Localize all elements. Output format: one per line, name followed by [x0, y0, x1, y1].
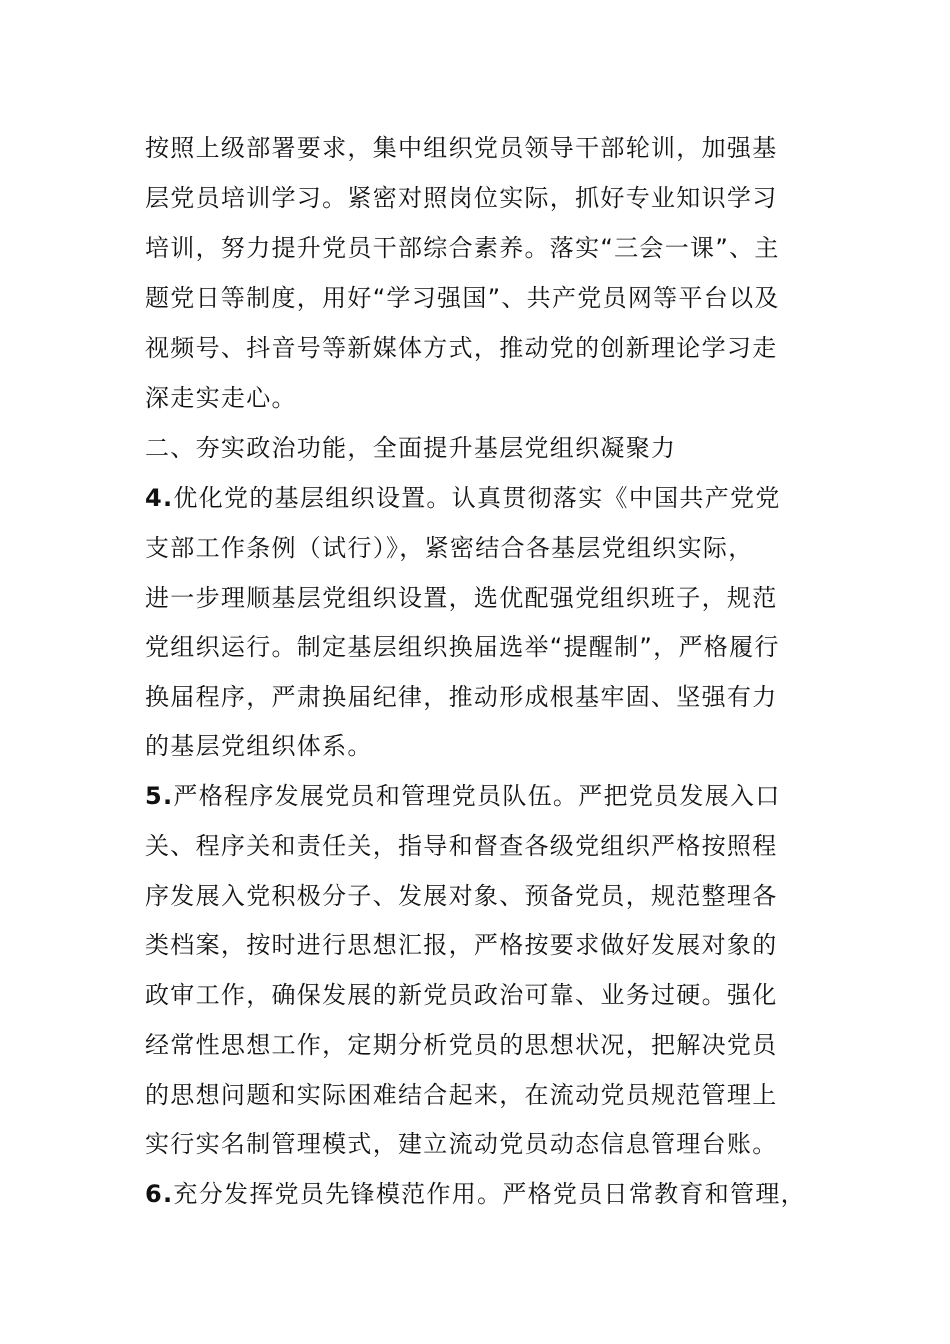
- body-text-line: 政审工作，确保发展的新党员政治可靠、业务过硬。强化: [145, 981, 778, 1009]
- body-text-line: 视频号、抖音号等新媒体方式，推动党的创新理论学习走: [145, 334, 778, 362]
- body-text-line: 深走实走心。: [145, 384, 297, 412]
- body-text-line: 换届程序，严肃换届纪律，推动形成根基牢固、坚强有力: [145, 683, 778, 711]
- body-text-line: 进一步理顺基层党组织设置，选优配强党组织班子，规范: [145, 584, 778, 612]
- body-text-line: 层党员培训学习。紧密对照岗位实际，抓好专业知识学习: [145, 184, 778, 212]
- body-text-line: 党组织运行。制定基层组织换届选举“提醒制”，严格履行: [145, 633, 780, 661]
- item-number: 4.: [145, 484, 174, 512]
- body-text-line: 的基层党组织体系。: [145, 732, 373, 760]
- body-text-line: 支部工作条例（试行）》，紧密结合各基层党组织实际，: [145, 534, 754, 562]
- item-5-first-line: 5.严格程序发展党员和管理党员队伍。严把党员发展入口: [145, 782, 781, 810]
- item-number: 6.: [145, 1180, 174, 1208]
- body-text-line: 按照上级部署要求，集中组织党员领导干部轮训，加强基: [145, 134, 778, 162]
- body-text-line: 类档案，按时进行思想汇报，严格按要求做好发展对象的: [145, 931, 778, 959]
- body-text-line: 序发展入党积极分子、发展对象、预备党员，规范整理各: [145, 882, 778, 910]
- body-text-line: 培训，努力提升党员干部综合素养。落实“三会一课”、主: [145, 234, 780, 262]
- body-text-line: 实行实名制管理模式，建立流动党员动态信息管理台账。: [145, 1130, 778, 1158]
- body-text-line: 关、程序关和责任关，指导和督查各级党组织严格按照程: [145, 832, 778, 860]
- item-4-first-line: 4.优化党的基层组织设置。认真贯彻落实《中国共产党党: [145, 484, 781, 512]
- body-text-line: 题党日等制度，用好“学习强国”、共产党员网等平台以及: [145, 284, 780, 312]
- body-text-line: 的思想问题和实际困难结合起来，在流动党员规范管理上: [145, 1081, 778, 1109]
- item-number: 5.: [145, 782, 174, 810]
- section-heading: 二、夯实政治功能，全面提升基层党组织凝聚力: [145, 434, 677, 462]
- item-6-first-line: 6.充分发挥党员先锋模范作用。严格党员日常教育和管理，: [145, 1180, 806, 1208]
- body-text-line: 经常性思想工作，定期分析党员的思想状况，把解决党员: [145, 1031, 778, 1059]
